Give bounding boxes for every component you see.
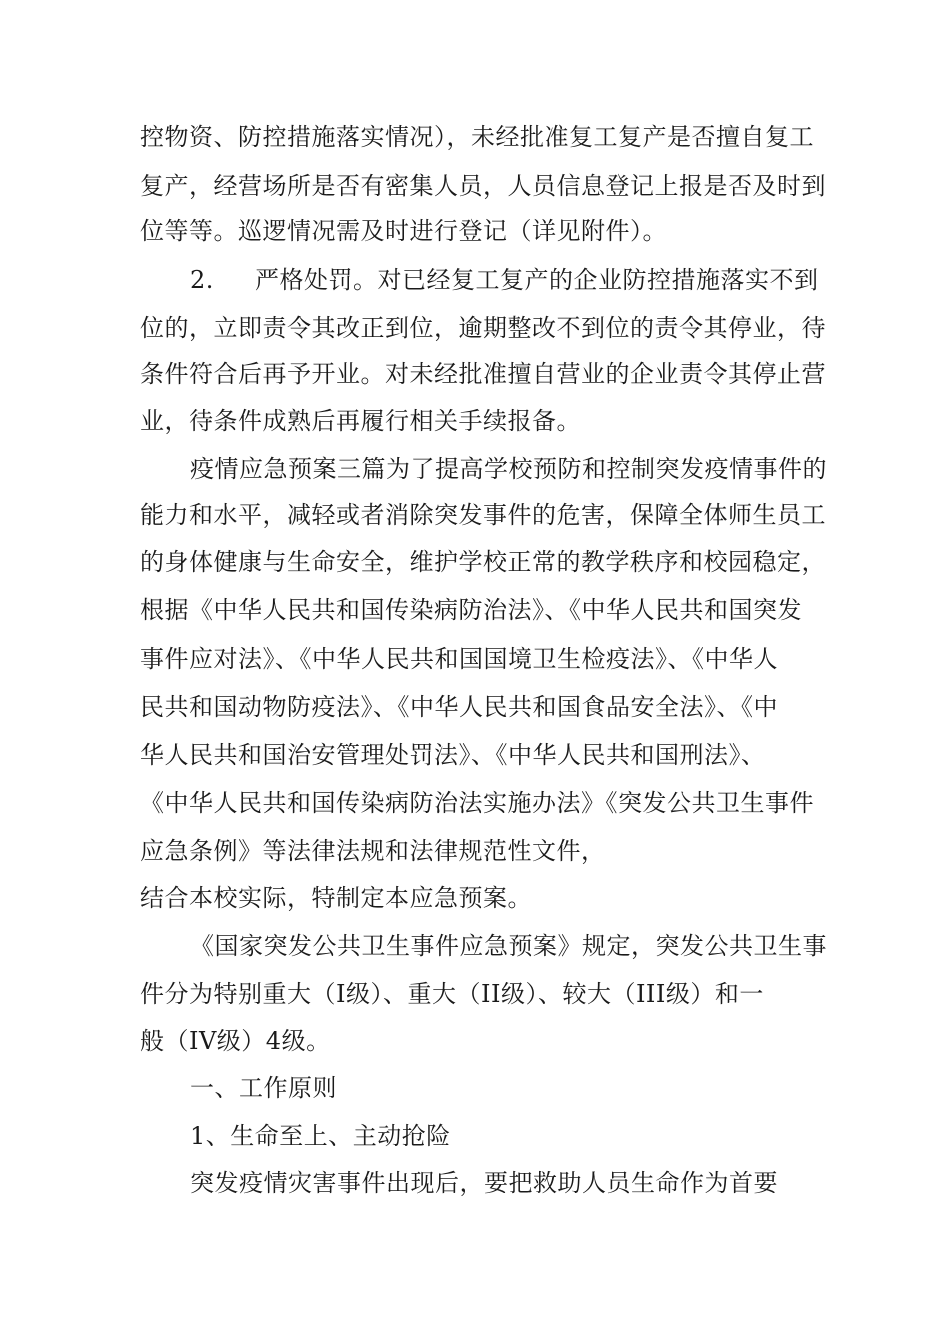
text-line: 条件符合后再予开业。对未经批准擅自营业的企业责令其停止营 <box>140 360 826 388</box>
text-line: 的身体健康与生命安全，维护学校正常的教学秩序和校园稳定， <box>140 548 826 576</box>
paragraph-start: 疫情应急预案三篇为了提高学校预防和控制突发疫情事件的 <box>190 455 827 483</box>
text-line: 《中华人民共和国传染病防治法实施办法》《突发公共卫生事件 <box>140 789 814 817</box>
text-line: 结合本校实际，特制定本应急预案。 <box>140 884 532 912</box>
text-line: 能力和水平，减轻或者消除突发事件的危害，保障全体师生员工 <box>140 501 826 529</box>
text-line: 应急条例》等法律法规和法律规范性文件， <box>140 837 606 865</box>
text-line: 复产，经营场所是否有密集人员，人员信息登记上报是否及时到 <box>140 172 826 200</box>
text-line: 严格处罚。对已经复工复产的企业防控措施落实不到 <box>255 266 819 294</box>
text-line: 件分为特别重大（I级）、重大（II级）、较大（III级）和一 <box>140 980 764 1008</box>
list-number: 2. <box>190 266 214 294</box>
text-line: 华人民共和国治安管理处罚法》、《中华人民共和国刑法》、 <box>140 741 766 769</box>
paragraph-start: 《国家突发公共卫生事件应急预案》规定，突发公共卫生事 <box>190 932 827 960</box>
text-line: 位等等。巡逻情况需及时进行登记（详见附件）。 <box>140 217 667 245</box>
text-line: 控物资、防控措施落实情况），未经批准复工复产是否擅自复工 <box>140 123 814 151</box>
text-line: 根据《中华人民共和国传染病防治法》、《中华人民共和国突发 <box>140 596 802 624</box>
section-heading: 一、工作原则 <box>190 1074 337 1102</box>
text-line: 业，待条件成熟后再履行相关手续报备。 <box>140 407 581 435</box>
text-line: 般（IV级）4级。 <box>140 1027 331 1055</box>
text-line: 事件应对法》、《中华人民共和国国境卫生检疫法》、《中华人 <box>140 645 778 673</box>
text-line: 民共和国动物防疫法》、《中华人民共和国食品安全法》、《中 <box>140 693 778 721</box>
text-line: 位的，立即责令其改正到位，逾期整改不到位的责令其停业，待 <box>140 314 826 342</box>
subsection-heading: 1、生命至上、主动抢险 <box>190 1122 451 1150</box>
paragraph-start: 突发疫情灾害事件出现后，要把救助人员生命作为首要 <box>190 1169 778 1197</box>
